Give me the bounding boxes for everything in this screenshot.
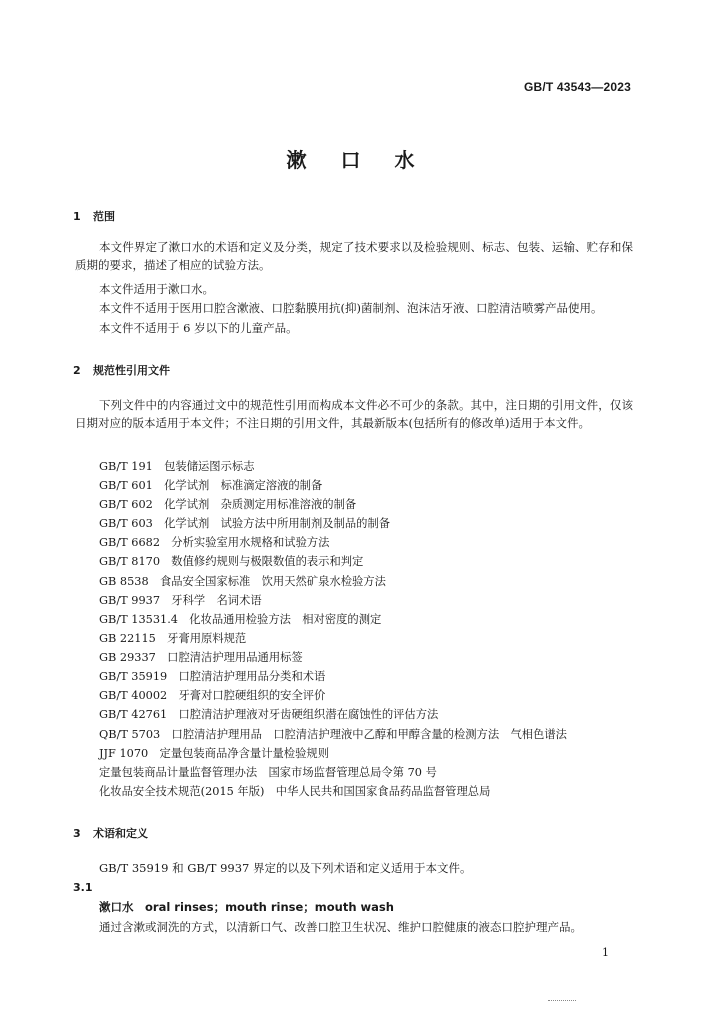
section-3-title: 术语和定义: [93, 827, 148, 840]
term-name: 漱口水 oral rinses；mouth rinse；mouth wash: [99, 900, 394, 914]
reference-item: 化妆品安全技术规范(2015 年版) 中华人民共和国国家食品药品监督管理总局: [99, 785, 491, 798]
reference-item: GB/T 40002 牙膏对口腔硬组织的安全评价: [99, 689, 326, 702]
reference-item: GB/T 191 包装储运图示标志: [99, 460, 255, 473]
reference-item: GB 8538 食品安全国家标准 饮用天然矿泉水检验方法: [99, 575, 386, 588]
reference-item: QB/T 5703 口腔清洁护理用品 口腔清洁护理液中乙醇和甲醇含量的检测方法 气相色谱法: [99, 728, 567, 741]
section-2-title: 规范性引用文件: [93, 364, 170, 377]
reference-item: GB/T 602 化学试剂 杂质测定用标准溶液的制备: [99, 498, 357, 511]
section-2-intro: 下列文件中的内容通过文中的规范性引用而构成本文件必不可少的条款。其中，注日期的引用文件，仅该日期对应的版本适用于本文件；不注日期的引用文件，其最新版本(包括所有的修改单)适用于本文件。: [75, 398, 633, 430]
section-1-number: 1: [73, 210, 81, 223]
standard-code: GB/T 43543—2023: [523, 80, 631, 94]
reference-item: GB/T 13531.4 化妆品通用检验方法 相对密度的测定: [99, 613, 382, 626]
reference-item: GB/T 42761 口腔清洁护理液对牙齿硬组织潜在腐蚀性的评估方法: [99, 708, 439, 721]
section-1-paragraph-1: 本文件界定了漱口水的术语和定义及分类，规定了技术要求以及检验规则、标志、包装、运输、贮存和保质期的要求，描述了相应的试验方法。: [75, 240, 633, 272]
section-3-number: 3: [73, 827, 81, 840]
section-2-heading: [73, 362, 170, 378]
term-number: 3.1: [73, 881, 93, 894]
section-1-heading: [73, 208, 115, 224]
reference-item: GB/T 601 化学试剂 标准滴定溶液的制备: [99, 479, 323, 492]
scan-edge-mark: [548, 1000, 576, 1001]
reference-item: 定量包装商品计量监督管理办法 国家市场监督管理总局令第 70 号: [99, 766, 437, 779]
reference-item: GB/T 603 化学试剂 试验方法中所用制剂及制品的制备: [99, 517, 391, 530]
reference-item: GB/T 9937 牙科学 名词术语: [99, 594, 262, 607]
reference-item: GB 22115 牙膏用原料规范: [99, 632, 247, 645]
section-1-paragraph-3: 本文件不适用于医用口腔含漱液、口腔黏膜用抗(抑)菌制剂、泡沫洁牙液、口腔清洁喷雾产品使用。: [99, 301, 603, 315]
document-title: 漱口水: [286, 148, 449, 172]
section-1-paragraph-2: 本文件适用于漱口水。: [99, 282, 214, 296]
reference-item: GB/T 35919 口腔清洁护理用品分类和术语: [99, 670, 326, 683]
reference-item: GB/T 8170 数值修约规则与极限数值的表示和判定: [99, 555, 364, 568]
term-definition: 通过含漱或洞洗的方式，以清新口气、改善口腔卫生状况、维护口腔健康的液态口腔护理产品。: [99, 920, 582, 934]
reference-item: GB/T 6682 分析实验室用水规格和试验方法: [99, 536, 330, 549]
reference-item: JJF 1070 定量包装商品净含量计量检验规则: [99, 747, 329, 760]
section-3-intro: GB/T 35919 和 GB/T 9937 界定的以及下列术语和定义适用于本文件。: [99, 861, 472, 875]
page-number: 1: [602, 946, 609, 959]
section-2-number: 2: [73, 364, 81, 377]
section-3-heading: [73, 825, 148, 841]
section-1-title: 范围: [93, 210, 115, 223]
reference-item: GB 29337 口腔清洁护理用品通用标签: [99, 651, 303, 664]
section-1-paragraph-4: 本文件不适用于 6 岁以下的儿童产品。: [99, 321, 298, 335]
